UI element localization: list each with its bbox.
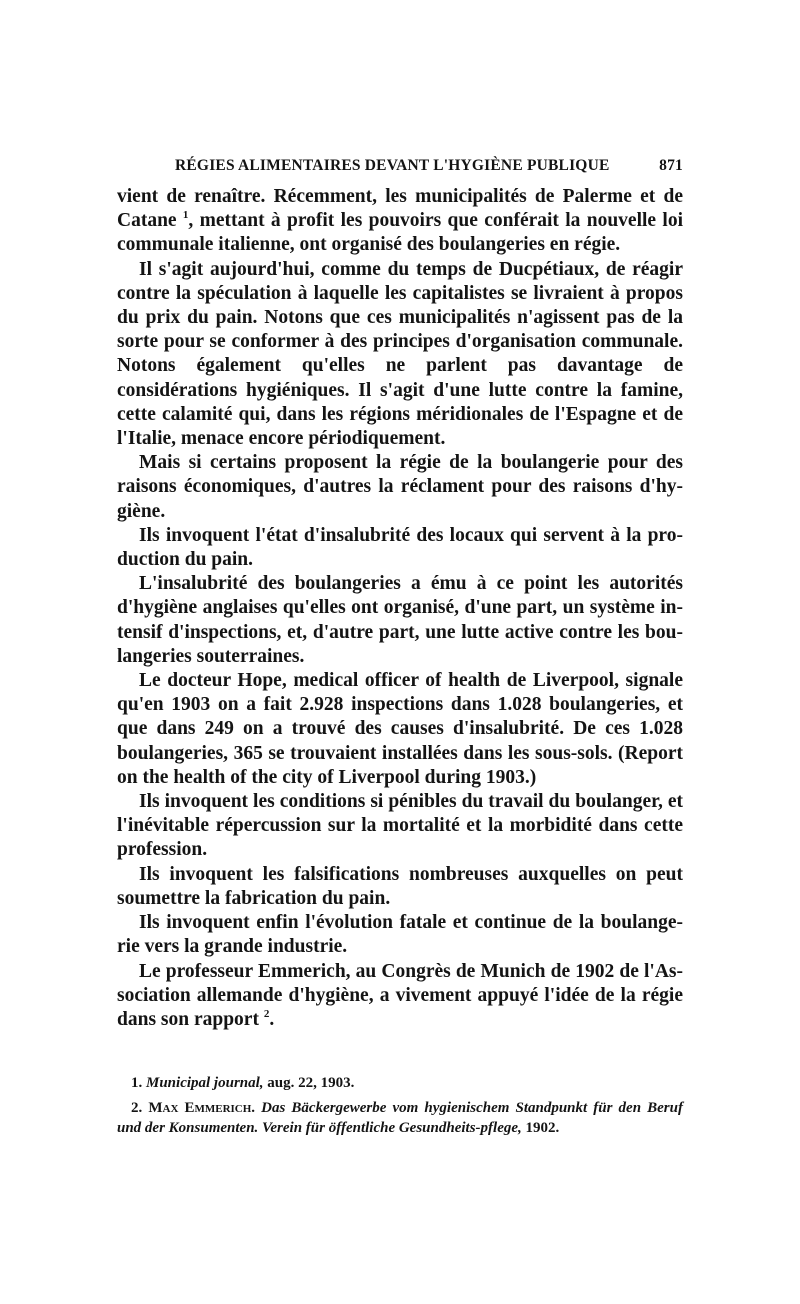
footnote-ref: 2	[263, 1007, 270, 1020]
footnote-ref: 1	[182, 209, 189, 222]
paragraph: Ils invoquent l'état d'insalubrité des locaux qui servent à la production du pain.	[117, 524, 683, 571]
running-header	[117, 157, 683, 181]
paragraph: L'insalubrité des boulangeries a ému à ce point les autorités d'hygiène anglaises qu'elles ont organisé, d'une part, un système intensif d'inspections, et, d'autre part, une lutte active contre les boulangeries souterraines.	[117, 573, 683, 667]
paragraph: Ils invoquent les conditions si pénibles du travail du boulanger, et l'inévitable répercussion sur la mortalité et la morbidité dans cette profession.	[117, 791, 683, 861]
footnote-number: 1.	[131, 1075, 143, 1091]
running-title: RÉGIES ALIMENTAIRES DEVANT L'HYGIÈNE PUBLIQUE	[175, 157, 610, 174]
paragraph-continued: vient de renaître. Récemment, les municipalités de Palerme et de Catane $^1$, mettant à profit les pouvoirs que conférait la nouvelle loi communale italienne, ont organisé des boulangeries en régie.	[117, 186, 683, 256]
footnote-number: 2.	[131, 1099, 143, 1116]
page-number: 871	[659, 157, 683, 174]
paragraph: Ils invoquent les falsifications nombreuses auxquelles on peut soumettre la fabrication du pain.	[117, 863, 683, 909]
footnote-author: Max Emmerich.	[148, 1099, 256, 1116]
paragraph: Mais si certains proposent la régie de la boulangerie pour des raisons économiques, d'autres la réclament pour des raisons d'hygiène.	[117, 452, 683, 522]
footnote-title: Municipal journal,	[146, 1075, 264, 1091]
body-text	[117, 185, 683, 1032]
paragraph: Le docteur Hope, medical officer of health de Liverpool, signale qu'en 1903 on a fait 2.928 inspections dans 1.028 boulangeries, et que dans 249 on a trouvé des causes d'insalubrité. De ces 1.028 boulangeries, 365 se trouvaient installées dans les sous-sols. (Report on the health of the city of Liverpool during 1903.)	[117, 670, 683, 788]
paragraph: Le professeur Emmerich, au Congrès de Munich de 1902 de l'Association allemande d'hygiène, a vivement appuyé l'idée de la régie dans son rapport $^2$.	[117, 960, 683, 1030]
footnote-title: Das Bäckergewerbe vom hygienischem Standpunkt für den Beruf und der Konsumenten. Verein für öffentliche Gesundheits-pflege,	[117, 1099, 683, 1136]
footnote: 2. Max Emmerich. Das Bäckergewerbe vom hygienischem Standpunkt für den Beruf und der Konsumenten. Verein für öffentliche Gesundheits-pflege, 1902.	[117, 1099, 683, 1136]
paragraph: Ils invoquent enfin l'évolution fatale et continue de la boulangerie vers la grande industrie.	[117, 912, 683, 958]
paragraph: Il s'agit aujourd'hui, comme du temps de Ducpétiaux, de réagir contre la spéculation à laquelle les capitalistes se livraient à propos du prix du pain. Notons que ces municipalités n'agissent pas de la sorte pour se conformer à des principes d'organisation communale. Notons également qu'elles ne parlent pas davantage de considérations hygiéniques. Il s'agit d'une lutte contre la famine, cette calamité qui, dans les régions méridionales de l'Espagne et de l'Italie, menace encore périodiquement.	[117, 258, 683, 450]
footnote: 1. Municipal journal, aug. 22, 1903.	[131, 1075, 355, 1091]
footnotes	[117, 1073, 683, 1139]
